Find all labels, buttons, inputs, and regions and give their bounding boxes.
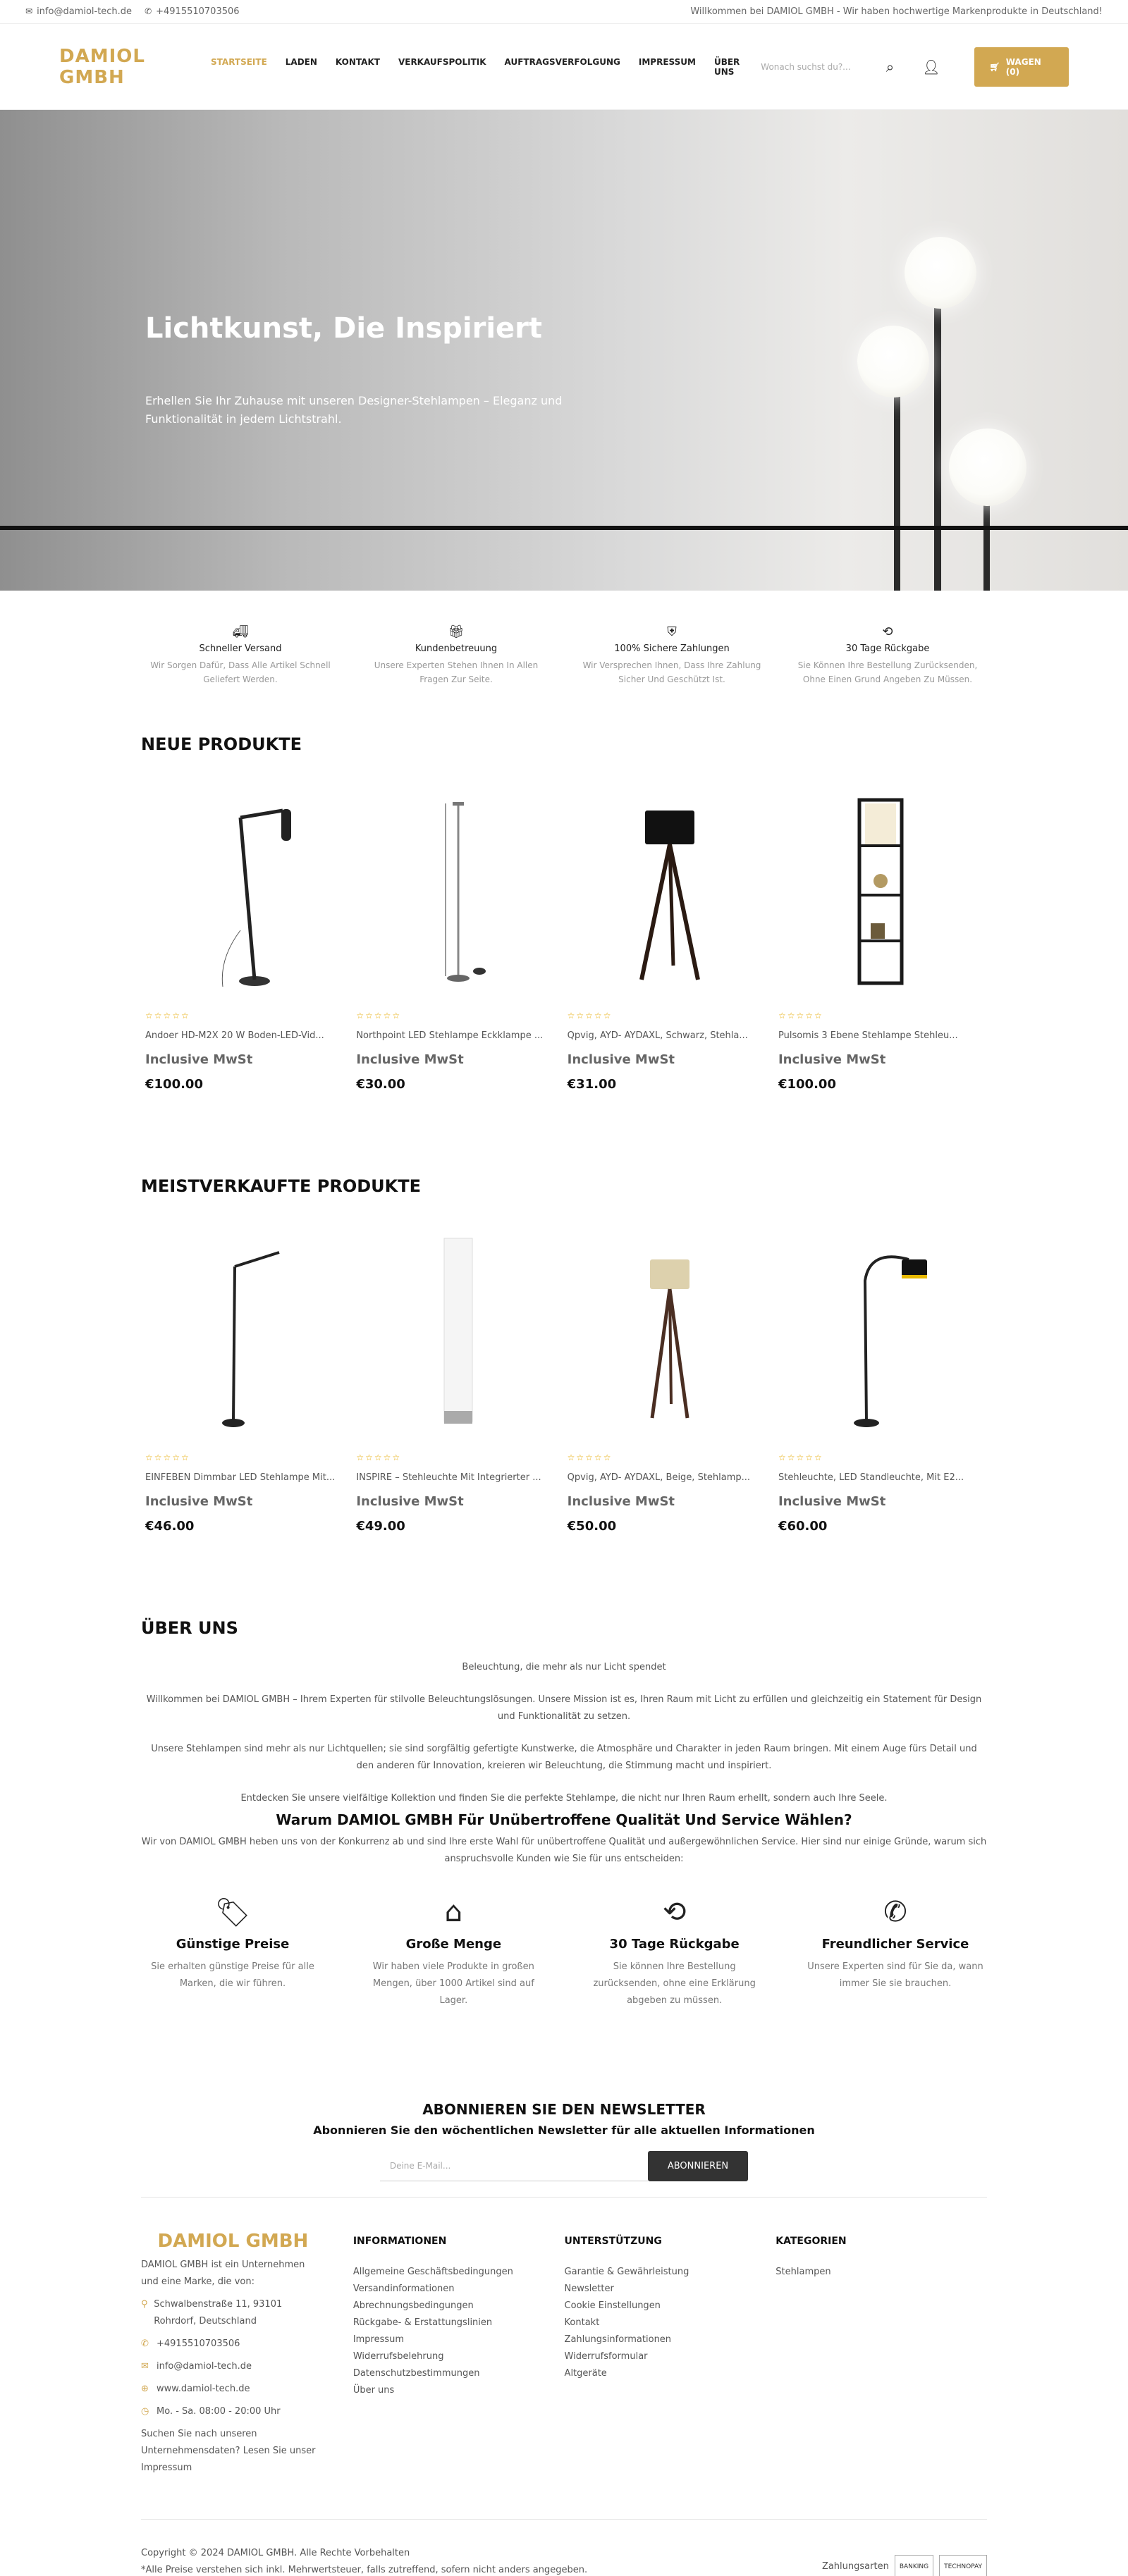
vat-label: Inclusive MwSt [145,1494,253,1509]
rating-stars: ☆☆☆☆☆ [778,1453,823,1462]
footer-link[interactable]: Versandinformationen [352,2284,455,2294]
product-image[interactable] [145,1224,350,1443]
product-image[interactable] [568,782,772,1001]
footer-link[interactable]: Abrechnungsbedingungen [352,2300,474,2311]
nav-verkaufspolitik[interactable]: VERKAUFSPOLITIK [398,56,486,67]
lamp-pole [894,364,900,591]
payment-methods [822,2555,987,2576]
rating-stars: ☆☆☆☆☆ [567,1453,613,1462]
contact-email[interactable]: ✉ info@damiol-tech.de [25,6,133,17]
hero-divider [0,526,1128,530]
footer-link[interactable]: Widerrufsbelehrung [352,2351,444,2362]
search-input[interactable]: Wonach suchst du?... [761,61,851,72]
feature-desc: Unsere Experten Stehen Ihnen In Allen Fragen Zur Seite. [374,660,539,684]
footer-logo[interactable]: DAMIOL GMBH [157,2231,309,2252]
discount-icon: 🏷︎ [214,1897,251,1929]
nav-ueber-uns[interactable]: ÜBER UNS [713,56,740,77]
product-card[interactable] [145,1224,350,1534]
product-image[interactable] [778,1224,983,1443]
benefit-title: Große Menge [405,1937,502,1952]
nav-laden[interactable]: LADEN [285,56,317,67]
search-icon[interactable]: ⌕ [885,58,895,75]
globe-icon: ⊕ [141,2384,149,2394]
payment-card: BANKING [895,2555,933,2576]
product-card[interactable] [356,782,560,1092]
product-price: €100.00 [778,1077,836,1092]
feature-title: Kundenbetreuung [415,643,498,654]
vat-label: Inclusive MwSt [356,1052,464,1067]
product-name[interactable]: INSPIRE – Stehleuchte Mit Integrierter ... [356,1472,541,1483]
footer-phone[interactable]: +4915510703506 [157,2338,240,2349]
rating-stars: ☆☆☆☆☆ [778,1011,823,1021]
footer-address: Schwalbenstraße 11, 93101 Rohrdorf, Deutschland [154,2299,283,2327]
benefit-title: Freundlicher Service [821,1937,969,1952]
benefit-title: 30 Tage Rückgabe [609,1937,740,1952]
benefit-item [583,1896,766,2009]
nav-kontakt[interactable]: KONTAKT [335,56,380,67]
nav-impressum[interactable]: IMPRESSUM [638,56,696,67]
product-price: €50.00 [567,1519,617,1534]
payment-card: TECHNOPAY [939,2555,987,2576]
product-card[interactable] [568,1224,772,1534]
feature-desc: Sie Können Ihre Bestellung Zurücksenden, Ohne Einen Grund Angeben Zu Müssen. [797,660,978,684]
about-title: ÜBER UNS [141,1618,238,1638]
feature-title: Schneller Versand [199,643,282,654]
product-price: €31.00 [567,1077,617,1092]
newsletter-email-input[interactable]: Deine E-Mail... [380,2151,648,2181]
feature-row [0,591,1128,717]
footer [0,2198,1128,2477]
product-price: €49.00 [356,1519,405,1534]
feature-item [577,624,767,717]
product-name[interactable]: Northpoint LED Stehlampe Eckklampe ... [356,1030,544,1041]
return-icon: ⟲ [662,1896,687,1928]
benefit-item [804,1896,987,2009]
product-card[interactable] [356,1224,560,1534]
nav-auftragsverfolgung[interactable]: AUFTRAGSVERFOLGUNG [504,56,620,67]
product-card[interactable] [778,1224,983,1534]
main-nav [211,57,740,77]
product-name[interactable]: Qpvig, AYD- AYDAXL, Beige, Stehlamp... [567,1472,751,1483]
footer-company [141,2233,353,2477]
footer-col-support [565,2233,776,2477]
payment-label: Zahlungsarten [821,2561,889,2572]
lamp-globe [949,429,1026,506]
benefit-desc: Sie können Ihre Bestellung zurücksenden, ohne eine Erklärung abgeben zu müssen. [593,1961,756,2006]
feature-item [792,624,983,717]
main-header [0,24,1128,110]
welcome-text: Willkommen bei DAMIOL GMBH - Wir haben hochwertige Markenprodukte in Deutschland! [690,6,1103,17]
rating-stars: ☆☆☆☆☆ [145,1453,190,1462]
why-title: Warum DAMIOL GMBH Für Unübertroffene Qualität Und Service Wählen? [276,1811,852,1828]
footer-link[interactable]: Kontakt [564,2317,600,2328]
footer-link[interactable]: Newsletter [564,2284,614,2294]
footer-col-info [353,2233,565,2477]
site-logo[interactable]: DAMIOL GMBH [59,45,145,88]
about-text: Beleuchtung, die mehr als nur Licht spendet [462,1662,666,1672]
product-name[interactable]: Andoer HD-M2X 20 W Boden-LED-Vid... [145,1030,324,1041]
footer-link[interactable]: Stehlampen [776,2267,831,2277]
clock-icon: ◷ [141,2406,149,2417]
cart-icon: 🛒︎ [989,61,1000,72]
subscribe-button[interactable]: ABONNIEREN [648,2151,748,2181]
vat-label: Inclusive MwSt [778,1052,886,1067]
footer-link[interactable]: Datenschutzbestimmungen [352,2368,480,2379]
new-products-grid [0,782,1128,1092]
footer-link[interactable]: Garantie & Gewährleistung [564,2267,689,2277]
about-text: Entdecken Sie unsere vielfältige Kollektion und finden Sie die perfekte Stehlampe, die nicht nur Ihren Raum erhellt, sondern auch Ihre Seele. [240,1793,888,1804]
product-name[interactable]: Pulsomis 3 Ebene Stehlampe Stehleu... [778,1030,958,1041]
price-note: *Alle Preise verstehen sich inkl. Mehrwertsteuer, falls zutreffend, sofern nicht anders angegeben. [141,2565,588,2575]
feature-title: 30 Tage Rückgabe [845,643,930,654]
nav-startseite[interactable]: STARTSEITE [211,56,267,67]
new-products-title: NEUE PRODUKTE [141,734,302,754]
rating-stars: ☆☆☆☆☆ [356,1011,402,1021]
feature-title: 100% Sichere Zahlungen [614,643,730,654]
benefit-item [362,1896,545,2009]
best-products-title: MEISTVERKAUFTE PRODUKTE [141,1176,421,1196]
cart-button[interactable]: 🛒︎ WAGEN (0) [974,47,1069,87]
newsletter-title: ABONNIEREN SIE DEN NEWSLETTER [422,2101,706,2118]
hero-text: Erhellen Sie Ihr Zuhause mit unseren Designer-Stehlampen – Eleganz und Funktionalität in jedem Lichtstrahl. [145,394,563,426]
why-text: Wir von DAMIOL GMBH heben uns von der Konkurrenz ab und sind Ihre erste Wahl für unübertroffene Qualität und außergewöhnlichen Service. Hier sind nur einige Gründe, warum sich anspruchsvolle Kunden wie Sie für uns entscheiden: [141,1837,987,1864]
benefit-desc: Unsere Experten sind für Sie da, wann immer Sie sie brauchen. [807,1961,983,1989]
newsletter-section [0,2101,1128,2181]
feature-item [361,624,551,717]
product-card[interactable] [568,782,772,1092]
top-bar [0,0,1128,24]
newsletter-subtitle: Abonnieren Sie den wöchentlichen Newsletter für alle aktuellen Informationen [313,2124,815,2137]
vat-label: Inclusive MwSt [567,1052,675,1067]
product-price: €60.00 [778,1519,828,1534]
lamp-pole [934,293,941,591]
truck-icon: 🚚︎ [232,624,249,639]
hero-banner [0,110,1128,591]
product-image[interactable] [356,1224,560,1443]
product-price: €30.00 [356,1077,405,1092]
phone-icon: ✆ [145,6,152,16]
rating-stars: ☆☆☆☆☆ [567,1011,613,1021]
phone-icon: ✆ [141,2338,149,2349]
mail-icon: ✉ [141,2361,149,2372]
product-price: €100.00 [145,1077,203,1092]
return-icon: ⟲ [882,624,893,639]
footer-email[interactable]: info@damiol-tech.de [157,2361,252,2372]
box-icon: ⌂ [444,1896,463,1928]
product-name[interactable]: EINFEBEN Dimmbar LED Stehlampe Mit... [145,1472,336,1483]
footer-col-title: KATEGORIEN [776,2236,847,2247]
product-image[interactable] [145,782,350,1001]
product-image[interactable] [778,782,983,1001]
footer-hours: Mo. - Sa. 08:00 - 20:00 Uhr [157,2406,281,2417]
product-card[interactable] [778,782,983,1092]
product-image[interactable] [568,1224,772,1443]
benefits-row [0,1868,1128,2009]
phone-icon: ✆ [883,1896,907,1928]
footer-col-title: UNTERSTÜTZUNG [564,2236,662,2247]
mail-icon: ✉ [25,6,33,16]
footer-col-categories [776,2233,987,2477]
footer-link[interactable]: Rückgabe- & Erstattungslinien [352,2317,493,2328]
lamp-globe [905,237,976,309]
impressum-hint[interactable]: Suchen Sie nach unseren Unternehmensdaten? Lesen Sie unser Impressum [141,2429,316,2473]
divider [141,2519,987,2520]
footer-link[interactable]: Über uns [352,2385,395,2396]
lamp-globe [857,326,929,398]
hero-title: Lichtkunst, Die Inspiriert [145,312,543,345]
footer-link[interactable]: Allgemeine Geschäftsbedingungen [352,2267,513,2277]
footer-link[interactable]: Zahlungsinformationen [564,2334,672,2345]
footer-web[interactable]: www.damiol-tech.de [157,2384,250,2394]
product-name[interactable]: Stehleuchte, LED Standleuchte, Mit E2... [778,1472,964,1483]
feature-item [145,624,336,717]
footer-link[interactable]: Impressum [352,2334,405,2345]
feature-desc: Wir Sorgen Dafür, Dass Alle Artikel Schnell Geliefert Werden. [150,660,331,684]
rating-stars: ☆☆☆☆☆ [145,1011,190,1021]
footer-link[interactable]: Widerrufsformular [564,2351,648,2362]
gift-icon: 🎁︎ [448,624,465,639]
footer-link[interactable]: Cookie Einstellungen [564,2300,661,2311]
product-card[interactable] [145,782,350,1092]
about-section [0,1659,1128,1807]
vat-label: Inclusive MwSt [356,1494,464,1509]
vat-label: Inclusive MwSt [567,1494,675,1509]
about-text: Willkommen bei DAMIOL GMBH – Ihrem Experten für stilvolle Beleuchtungslösungen. Unsere Mission ist es, Ihren Raum mit Licht zu erfüllen und gleichzeitig ein Statement für Design und Funktionalität zu setzen. [146,1694,982,1722]
benefit-desc: Sie erhalten günstige Preise für alle Marken, die wir führen. [151,1961,314,1989]
about-text: Unsere Stehlampen sind mehr als nur Lichtquellen; sie sind sorgfältig gefertigte Kunstwerke, die Atmosphäre und Charakter in jeden Raum bringen. Mit einem Auge fürs Detail und den anderen für Innovation, kreieren wir Beleuchtung, die Stimmung macht und inspiriert. [151,1744,977,1771]
copyright: Copyright © 2024 DAMIOL GMBH. Alle Rechte Vorbehalten [141,2548,410,2558]
vat-label: Inclusive MwSt [145,1052,253,1067]
product-image[interactable] [356,782,560,1001]
product-name[interactable]: Qpvig, AYD- AYDAXL, Schwarz, Stehla... [567,1030,748,1041]
benefit-title: Günstige Preise [176,1937,290,1952]
footer-desc: DAMIOL GMBH ist ein Unternehmen und eine Marke, die von: [141,2260,305,2287]
contact-phone[interactable]: ✆ +4915510703506 [145,6,240,17]
benefit-desc: Wir haben viele Produkte in großen Mengen, über 1000 Artikel sind auf Lager. [372,1961,534,2006]
location-icon: ⚲ [141,2299,148,2310]
secure-payment-icon: ⛨ [667,624,677,639]
benefit-item [141,1896,324,2009]
footer-link[interactable]: Altgeräte [564,2368,607,2379]
product-price: €46.00 [145,1519,195,1534]
best-products-grid [0,1224,1128,1534]
footer-col-title: INFORMATIONEN [352,2236,447,2247]
vat-label: Inclusive MwSt [778,1494,886,1509]
footer-bottom [0,2545,1128,2576]
feature-desc: Wir Versprechen Ihnen, Dass Ihre Zahlung Sicher Und Geschützt Ist. [582,660,761,684]
user-icon[interactable]: 👤︎ [922,58,940,75]
rating-stars: ☆☆☆☆☆ [356,1453,402,1462]
